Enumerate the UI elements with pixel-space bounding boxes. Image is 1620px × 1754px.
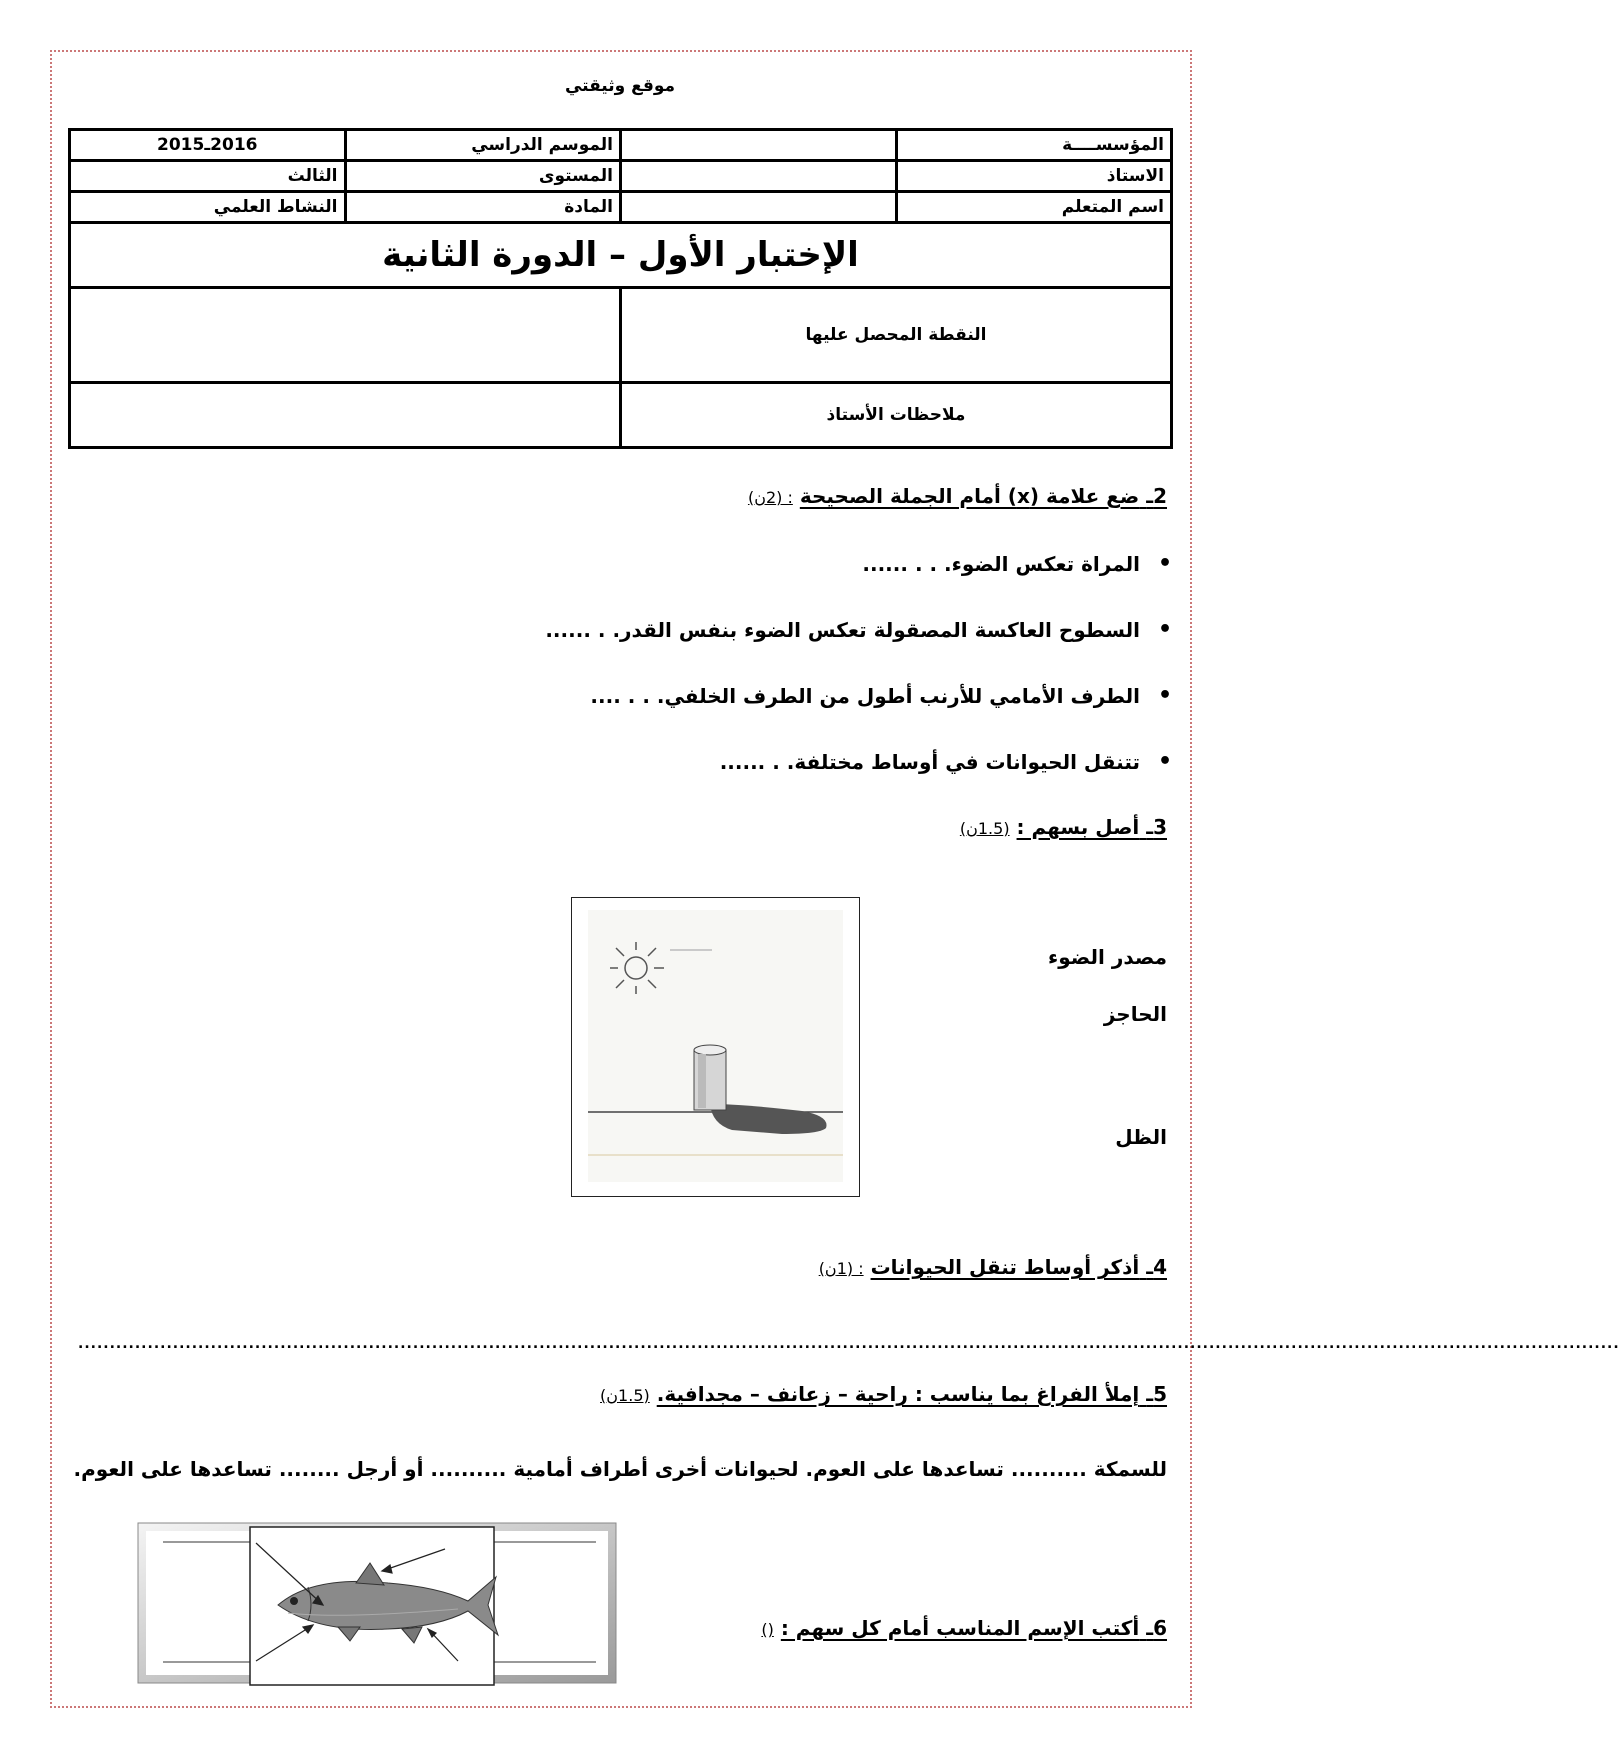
exam-title: الإختبار الأول – الدورة الثانية: [70, 223, 1172, 288]
light-source-label: مصدر الضوء: [1048, 945, 1167, 969]
q6-heading: 6ـ أكتب الإسم المناسب أمام كل سهم : (): [761, 1616, 1167, 1640]
student-name-value: [621, 192, 897, 223]
teacher-label: الاستاذ: [896, 161, 1172, 192]
shadow-illustration: [571, 897, 860, 1197]
institution-label: المؤسســــة: [896, 130, 1172, 161]
score-value: [70, 288, 621, 383]
notes-label: ملاحظات الأستاذ: [621, 383, 1172, 448]
q3-heading: 3ـ أصل بسهم : (1.5ن): [959, 815, 1167, 839]
score-label: النقطة المحصل عليها: [621, 288, 1172, 383]
site-name: موقع وثيقتي: [564, 76, 676, 96]
q2-item: • السطوح العاكسة المصقولة تعكس الضوء بنفس القدر. . ......: [545, 618, 1140, 642]
school-year-label: الموسم الدراسي: [345, 130, 621, 161]
q4-heading: 4ـ أذكر أوساط تنقل الحيوانات : (1ن): [818, 1255, 1167, 1279]
q2-item: • الطرف الأمامي للأرنب أطول من الطرف الخلفي. . . ....: [590, 684, 1140, 708]
q2-heading: 2ـ ضع علامة (x) أمام الجملة الصحيحة : (2ن): [747, 484, 1167, 508]
level-value: الثالث: [70, 161, 346, 192]
q5-paragraph: للسمكة .......... تساعدها على العوم. لحيوانات أخرى أطراف أمامية .......... أو أرجل ........ تساعدها على العوم.: [73, 1457, 1167, 1481]
teacher-value: [621, 161, 897, 192]
obstacle-label: الحاجز: [1103, 1002, 1167, 1026]
header-table: [68, 128, 1173, 449]
notes-value: [70, 383, 621, 448]
student-name-label: اسم المتعلم: [896, 192, 1172, 223]
q2-item: • المراة تعكس الضوء. . . ......: [862, 552, 1140, 576]
answer-line: ....................................................................................................................................................................................................................................................: [78, 1336, 1620, 1352]
subject-value: النشاط العلمي: [70, 192, 346, 223]
subject-label: المادة: [345, 192, 621, 223]
q2-item: • تتنقل الحيوانات في أوساط مختلفة. . ......: [720, 750, 1140, 774]
q5-heading: 5ـ إملأ الفراغ بما يناسب : راحية – زعانف – مجدافية. (1.5ن): [600, 1382, 1167, 1406]
fish-illustration: [138, 1523, 616, 1683]
level-label: المستوى: [345, 161, 621, 192]
shadow-label: الظل: [1115, 1125, 1167, 1149]
school-year-value: 2016ـ2015: [70, 130, 346, 161]
institution-value: [621, 130, 897, 161]
